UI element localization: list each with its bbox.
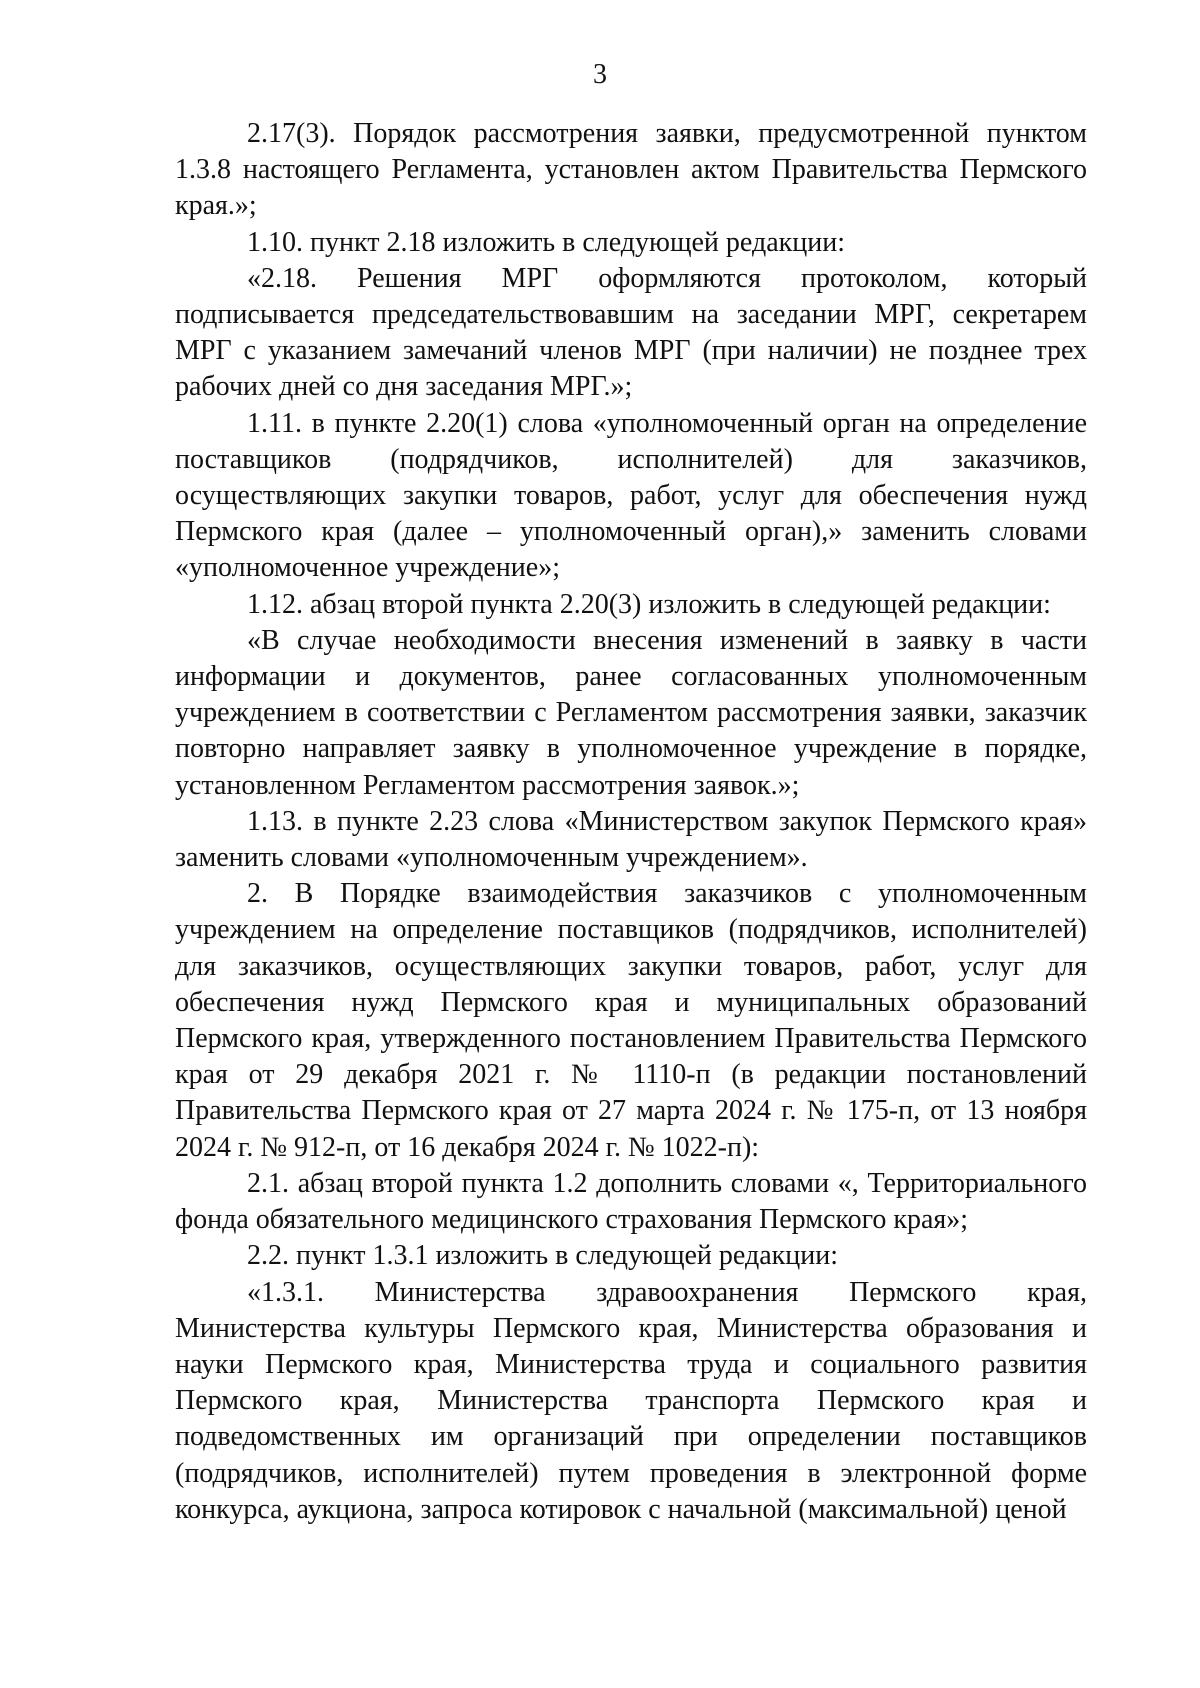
paragraph-1-12: 1.12. абзац второй пункта 2.20(3) изложить в следующей редакции:	[247, 588, 1051, 620]
page-number: 3	[593, 59, 607, 90]
paragraph-2: 2. В Порядке взаимодействия заказчиков с уполномоченным учреждением на определение поставщиков (подрядчиков, исполнителей) для заказчиков, осуществляющих закупки товаров, работ, услуг для обеспечения нужд Пермского края и муниципальных образований Пермского края, утвержденного постановлением Правительства Пермского края от 29 декабря 2021 г. № 1110-п (в редакции постановлений Правительства Пермского края от 27 марта 2024 г. № 175-п, от 13 ноября 2024 г. № 912-п, от 16 декабря 2024 г. № 1022-п):	[175, 878, 1087, 1163]
paragraph-1-11: 1.11. в пункте 2.20(1) слова «уполномоченный орган на определение поставщиков (подрядчиков, исполнителей) для заказчиков, осуществляющих закупки товаров, работ, услуг для обеспечения нужд Пермского края (далее – уполномоченный орган),» заменить словами «уполномоченное учреждение»;	[175, 407, 1087, 584]
paragraph-2-1: 2.1. абзац второй пункта 1.2 дополнить словами «, Территориального фонда обязательного медицинского страхования Пермского края»;	[175, 1167, 1087, 1236]
paragraph-1-13: 1.13. в пункте 2.23 слова «Министерством закупок Пермского края» заменить словами «уполномоченным учреждением».	[175, 805, 1087, 874]
paragraph-1-10: 1.10. пункт 2.18 изложить в следующей редакции:	[247, 226, 845, 258]
paragraph-2-17-3: 2.17(3). Порядок рассмотрения заявки, предусмотренной пунктом 1.3.8 настоящего Регламента, установлен актом Правительства Пермского края.»;	[175, 118, 1087, 222]
paragraph-2-20-3-text: «В случае необходимости внесения изменений в заявку в части информации и документов, ранее согласованных уполномоченным учреждением в соответствии с Регламентом рассмотрения заявки, заказчик повторно направляет заявку в уполномоченное учреждение в порядке, установленном Регламентом рассмотрения заявок.»;	[175, 624, 1087, 801]
paragraph-1-3-1-text: «1.3.1. Министерства здравоохранения Пермского края, Министерства культуры Пермского края, Министерства образования и науки Пермского края, Министерства труда и социального развития Пермского края, Министерства транспорта Пермского края и подведомственных им организаций при определении поставщиков (подрядчиков, исполнителей) путем проведения в электронной форме конкурса, аукциона, запроса котировок с начальной (максимальной) ценой	[175, 1276, 1087, 1525]
paragraph-2-18-text: «2.18. Решения МРГ оформляются протоколом, который подписывается председательствовавшим на заседании МРГ, секретарем МРГ с указанием замечаний членов МРГ (при наличии) не позднее трех рабочих дней со дня заседания МРГ.»;	[175, 262, 1087, 403]
document-body	[175, 116, 1087, 1528]
paragraph-2-2: 2.2. пункт 1.3.1 изложить в следующей редакции:	[247, 1240, 838, 1272]
